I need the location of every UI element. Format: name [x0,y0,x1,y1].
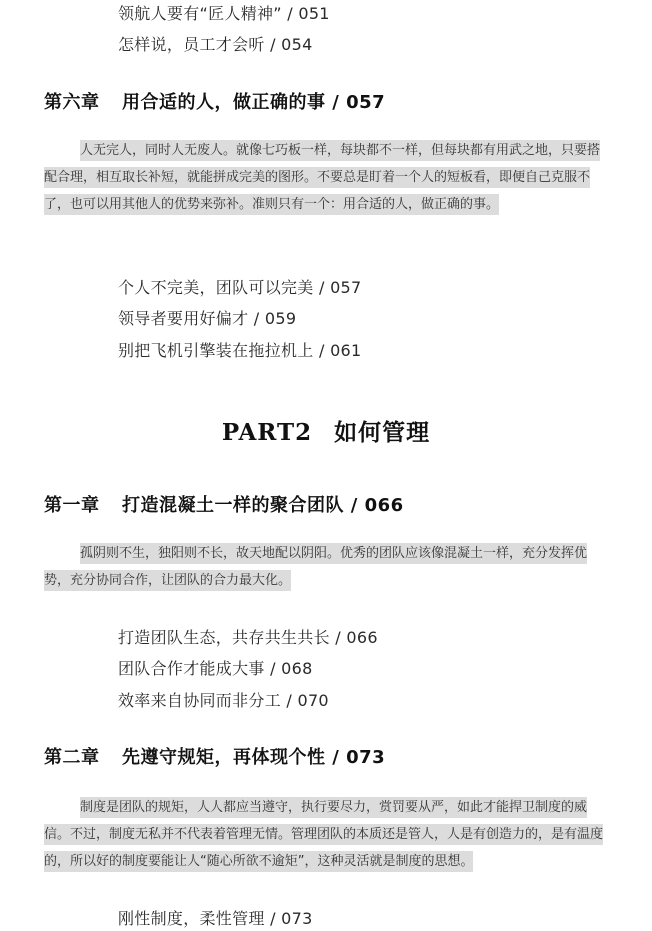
toc-entry: 团队合作才能成大事 / 068 [118,659,313,678]
chapter-number: 第一章 [44,495,100,516]
part-heading [0,414,652,447]
toc-entry: 别把飞机引擎装在拖拉机上 / 061 [118,341,362,360]
toc-entry: 效率来自协同而非分工 / 070 [118,691,329,710]
chapter-title: 用合适的人，做正确的事 / 057 [122,92,386,113]
chapter-title: 先遵守规矩，再体现个性 / 073 [122,747,386,768]
toc-entry: 怎样说，员工才会听 / 054 [118,35,313,54]
toc-entry: 领航人要有“匠人精神” / 051 [118,4,330,23]
chapter-summary [44,540,609,594]
chapter-number: 第六章 [44,92,100,113]
toc-entry: 个人不完美，团队可以完美 / 057 [118,278,362,297]
chapter-summary-text: 制度是团队的规矩，人人都应当遵守，执行要尽力，赏罚要从严，如此才能捍卫制度的威信。不过，制度无私并不代表着管理无情。管理团队的本质还是管人，人是有创造力的，是有温度的，所以好的制度要能让人“随心所欲不逾矩”，这种灵活就是制度的思想。 [44,797,603,872]
chapter-summary [44,794,609,875]
toc-entry: 打造团队生态，共存共生共长 / 066 [118,628,378,647]
part-label: PART2 [221,419,313,446]
chapter-summary-text: 孤阴则不生，独阳则不长，故天地配以阴阳。优秀的团队应该像混凝土一样，充分发挥优势，充分协同合作，让团队的合力最大化。 [44,543,587,591]
chapter-heading [44,491,404,517]
toc-entry: 刚性制度，柔性管理 / 073 [118,909,313,928]
toc-entry: 领导者要用好偏才 / 059 [118,309,297,328]
chapter-heading [44,88,385,114]
chapter-heading [44,743,385,769]
chapter-title: 打造混凝土一样的聚合团队 / 066 [122,495,404,516]
chapter-summary [44,137,609,218]
part-title: 如何管理 [334,419,431,446]
chapter-summary-text: 人无完人，同时人无废人。就像七巧板一样，每块都不一样，但每块都有用武之地，只要搭配合理，相互取长补短，就能拼成完美的图形。不要总是盯着一个人的短板看，即便自己克服不了，也可以用其他人的优势来弥补。准则只有一个：用合适的人，做正确的事。 [44,140,600,215]
chapter-number: 第二章 [44,747,100,768]
